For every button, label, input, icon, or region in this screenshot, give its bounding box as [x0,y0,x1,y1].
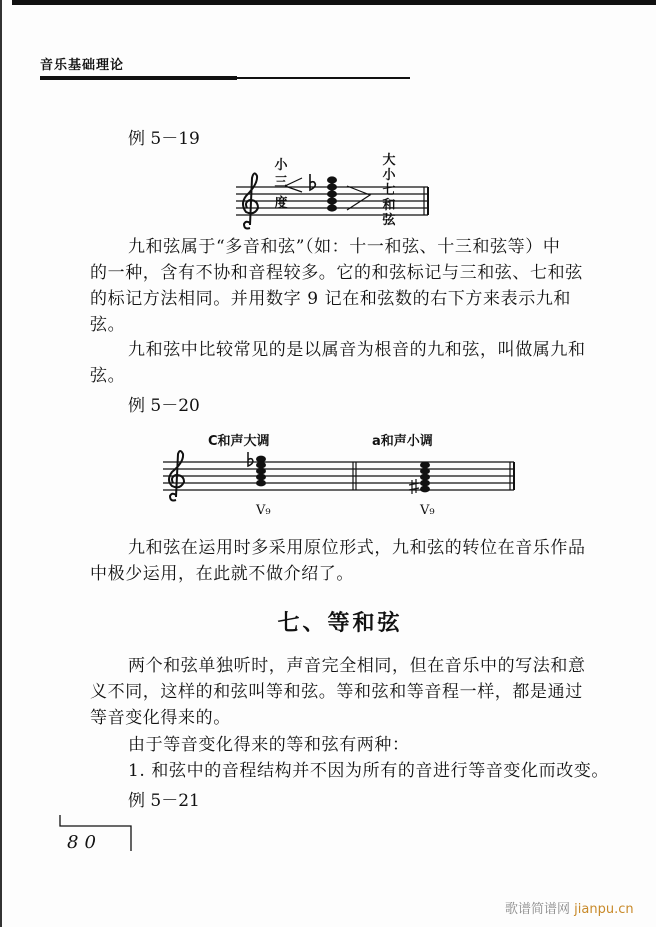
paragraph-line: 九和弦属于“多音和弦”（如：十一和弦、十三和弦等）中 [128,237,561,257]
example-5-19-label: 例 5－19 [128,129,200,149]
sharp-icon [409,479,419,494]
chord-symbol-v9-minor: V₉ [420,503,435,518]
example-5-21-label: 例 5－21 [128,791,200,811]
page-number: 80 [67,832,102,853]
minor-third-label: 小 三 度 [274,158,288,211]
staff-example-5-20 [160,450,520,502]
chord-notes [256,456,430,493]
paragraph-line: 等音变化得来的。 [90,708,231,728]
paragraph-line: 两个和弦单独听时，声音完全相同，但在音乐中的写法和意 [128,656,586,676]
watermark-en: jianpu.cn [574,902,634,917]
paragraph-line: 的标记方法相同。并用数字 9 记在和弦数的右下方来表示九和 [90,289,572,309]
staff-example-5-19 [230,150,440,235]
key-c-harmonic-major: C和声大调 [208,434,270,449]
major-minor-seventh-label: 大 小 七 和 弦 [382,153,396,228]
paragraph-line: 弦。 [90,315,126,335]
paragraph-line: 九和弦中比较常见的是以属音为根音的九和弦，叫做属九和 [128,340,586,360]
scan-top-border [12,0,656,5]
header-rule [40,77,410,79]
chord-notes [327,176,337,211]
section-heading: 七、等和弦 [277,611,403,636]
flat-icon [248,452,253,466]
watermark-cn: 歌谱简谱网 [505,902,571,917]
chord-symbol-v9-major: V₉ [256,503,271,518]
paragraph-line: 九和弦在运用时多采用原位形式，九和弦的转位在音乐作品 [128,538,586,558]
paragraph-line: 中极少运用，在此就不做介绍了。 [90,564,354,584]
flat-icon [310,174,315,190]
paragraph-line: 弦。 [90,366,126,386]
paragraph-line: 义不同，这样的和弦叫等和弦。等和弦和等音程一样，都是通过 [90,682,583,702]
paragraph-line: 由于等音变化得来的等和弦有两种： [128,735,410,755]
running-header: 音乐基础理论 [40,58,125,73]
paragraph-line: 的一种，含有不协和音程较多。它的和弦标记与三和弦、七和弦 [90,263,583,283]
scan-left-border [0,0,2,927]
watermark [505,898,634,917]
example-5-20-label: 例 5－20 [128,396,200,416]
list-item: 1. 和弦中的音程结构并不因为所有的音进行等音变化而改变。 [128,761,610,781]
key-a-harmonic-minor: a和声小调 [372,434,433,449]
